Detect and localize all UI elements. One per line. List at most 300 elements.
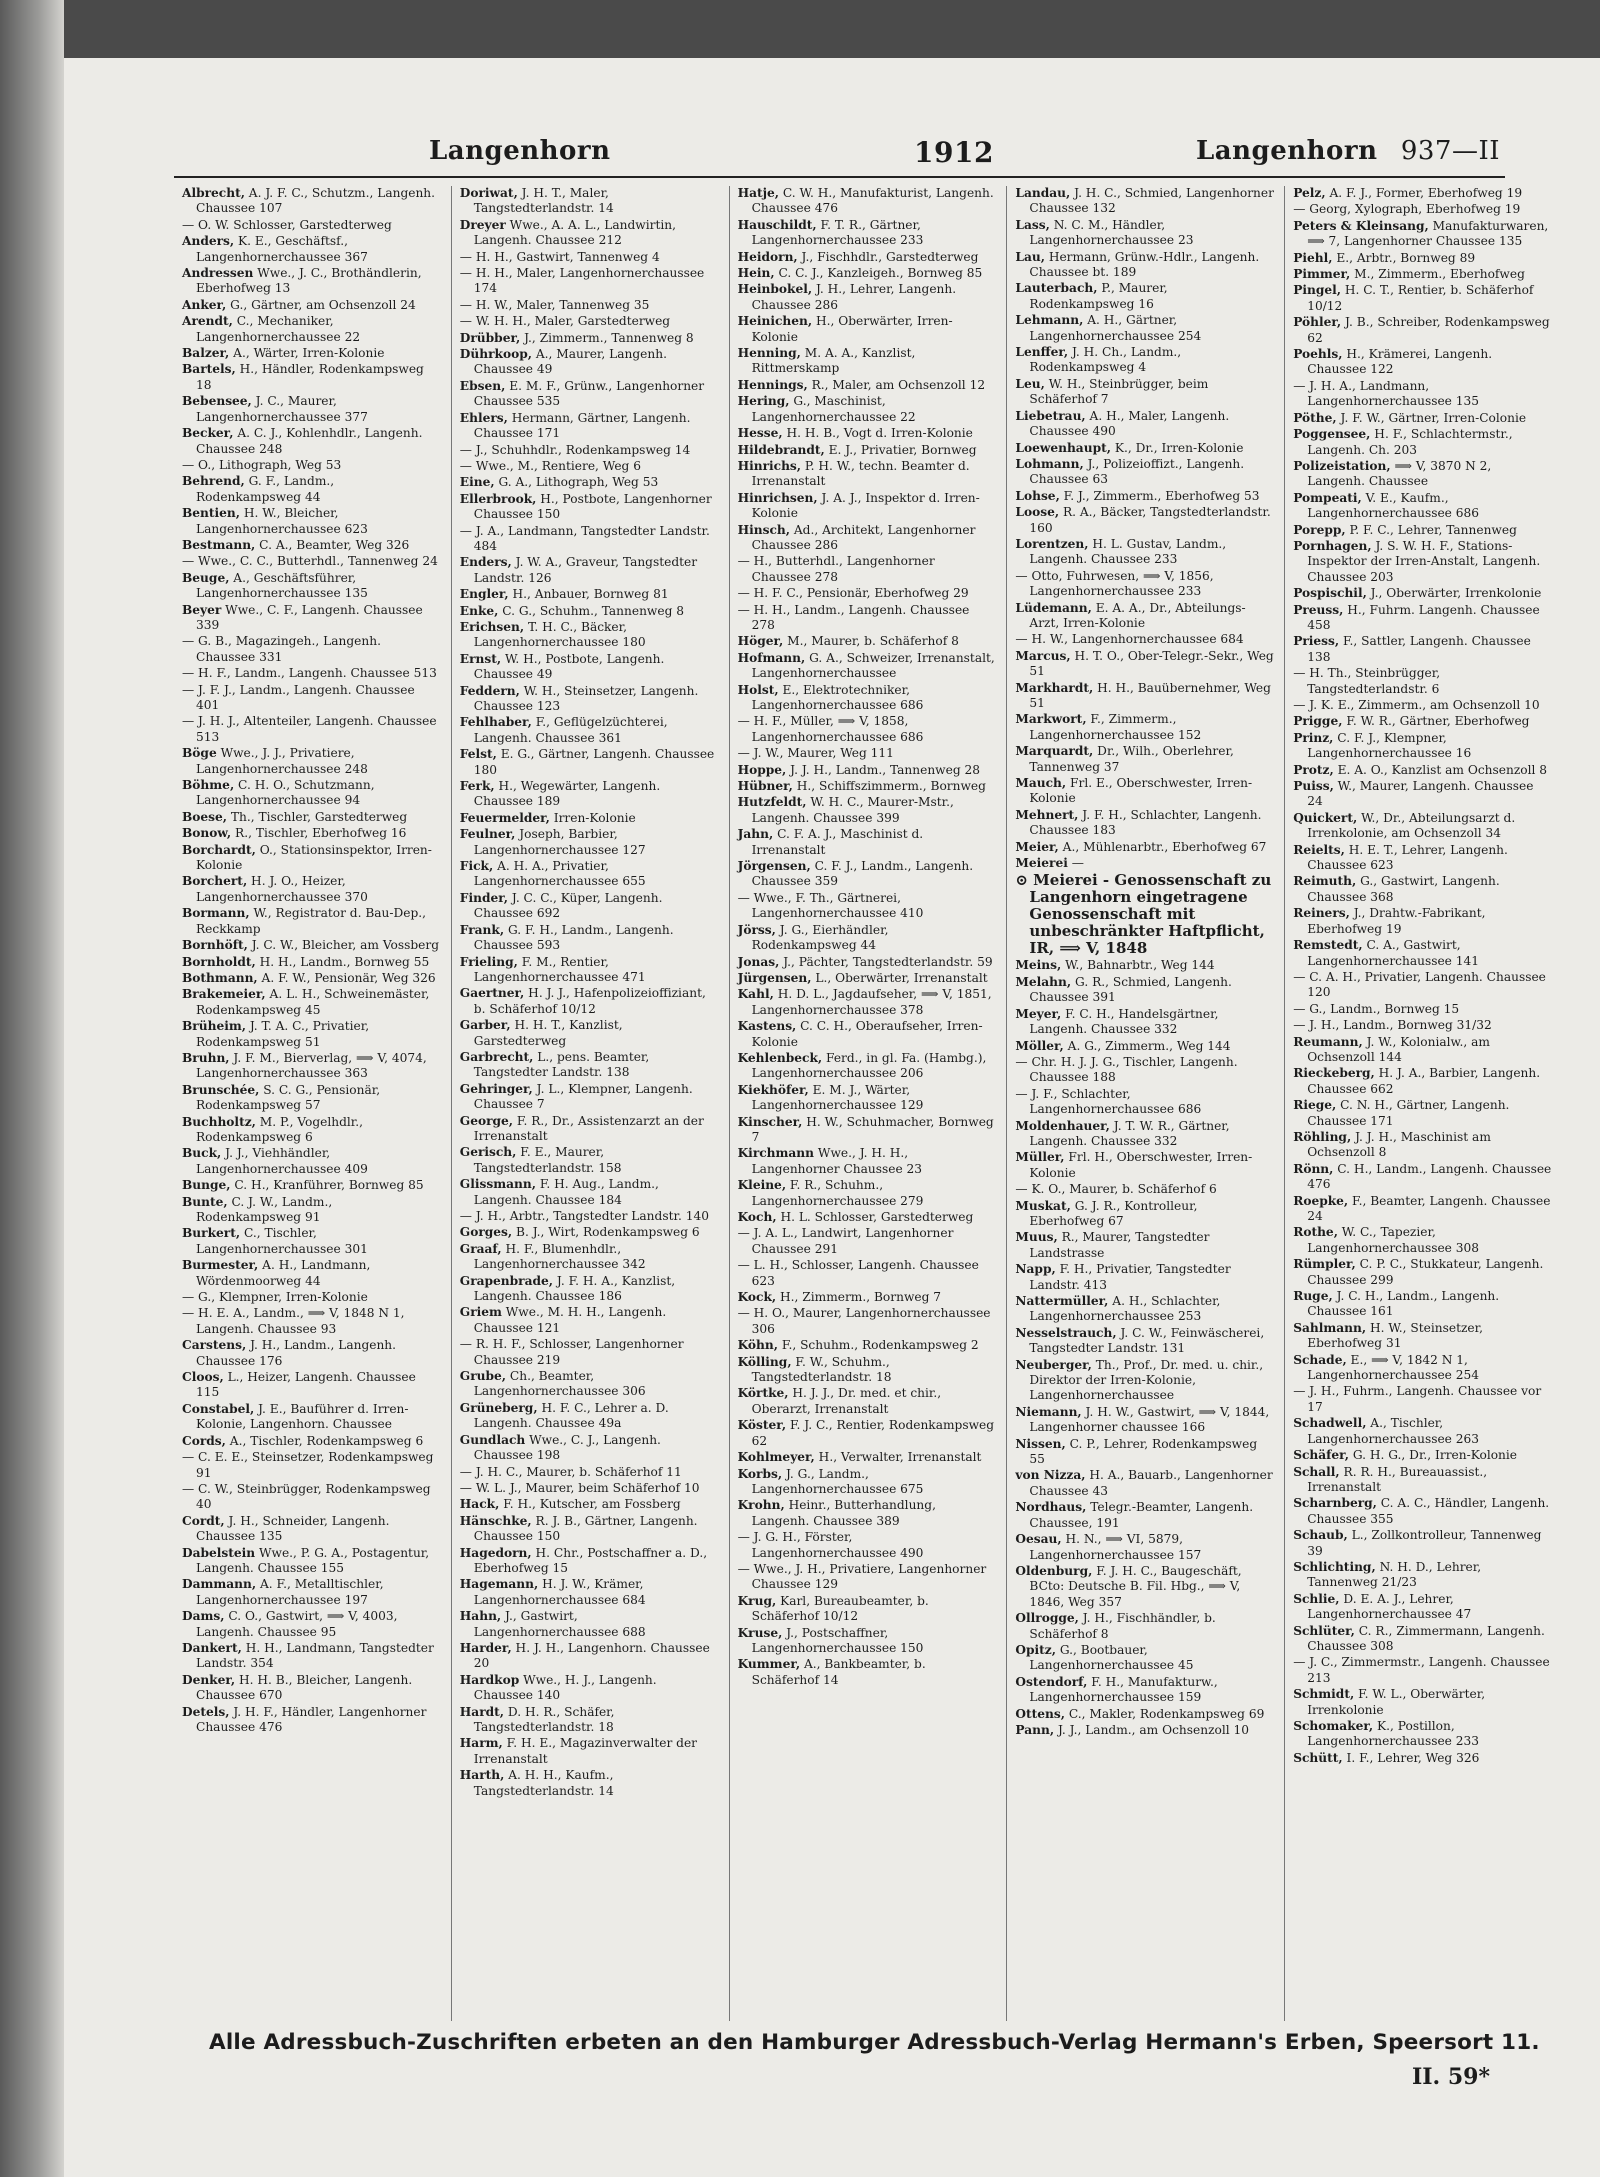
directory-entry — [1293, 731, 1552, 762]
header-year: 1912 — [914, 136, 994, 169]
entry-details: — H. Th., Steinbrügger, Tangstedterlandstr. 6 — [1293, 666, 1441, 696]
entry-surname: Nissen, — [1015, 1436, 1066, 1451]
directory-entry — [1293, 1002, 1552, 1017]
directory-entry — [738, 459, 997, 490]
entry-details: R., Tischler, Eberhofweg 16 — [231, 826, 407, 841]
entry-details: G., Bootbauer, Langenhornerchaussee 45 — [1029, 1642, 1194, 1673]
directory-entry — [1015, 649, 1274, 680]
entry-surname: Bruhn, — [182, 1050, 230, 1065]
directory-entry — [460, 347, 719, 378]
entry-details: P. H. W., techn. Beamter d. Irrenanstalt — [751, 458, 970, 489]
directory-entry — [1015, 281, 1274, 312]
entry-surname: Hoppe, — [737, 762, 787, 777]
directory-entry — [738, 491, 997, 522]
entry-details: Karl, Bureaubeamter, b. Schäferhof 10/12 — [751, 1593, 929, 1624]
entry-details: H., Zimmerm., Bornweg 7 — [776, 1290, 942, 1305]
entry-details: H., Anbauer, Bornweg 81 — [508, 587, 669, 602]
entry-details: O., Stationsinspektor, Irren-Kolonie — [196, 842, 432, 873]
entry-details: F. H., Kutscher, am Fossberg — [499, 1497, 681, 1512]
entry-details: F., Schuhm., Rodenkampsweg 2 — [778, 1338, 979, 1353]
entry-surname: Hein, — [737, 266, 775, 281]
entry-details: M., Maurer, b. Schäferhof 8 — [783, 634, 959, 649]
entry-details: Wwe., C. F., Langenh. Chaussee 339 — [196, 602, 423, 632]
entry-surname: Nattermüller, — [1015, 1294, 1109, 1308]
entry-details: H., Oberwärter, Irren-Kolonie — [751, 314, 953, 344]
entry-surname: Piehl, — [1293, 250, 1333, 265]
entry-details: — J. K. E., Zimmerm., am Ochsenzoll 10 — [1293, 698, 1540, 712]
entry-details: R., Maler, am Ochsenzoll 12 — [807, 377, 986, 392]
entry-surname: Priess, — [1293, 634, 1340, 649]
entry-details: W. C., Tapezier, Langenhornerchaussee 308 — [1307, 1225, 1480, 1255]
entry-surname: Loewenhaupt, — [1015, 440, 1111, 455]
entry-details: J. W. A., Graveur, Tangstedter Landstr. 126 — [473, 555, 698, 585]
directory-entry — [738, 763, 997, 778]
entry-details: D. E. A. J., Lehrer, Langenhornerchaussee 47 — [1307, 1591, 1472, 1622]
entry-surname: Harm, — [459, 1736, 503, 1751]
entry-details: J., Oberwärter, Irrenkolonie — [1366, 586, 1542, 601]
entry-details: J. H., Landm., Langenh. Chaussee 176 — [196, 1338, 397, 1368]
entry-surname: Prigge, — [1293, 714, 1343, 729]
directory-entry — [460, 1433, 719, 1464]
entry-details: L., pens. Beamter, Tangstedter Landstr. 138 — [473, 1049, 650, 1080]
entry-surname: Schall, — [1293, 1464, 1340, 1479]
entry-details: J. J., Landm., am Ochsenzoll 10 — [1054, 1722, 1250, 1737]
entry-surname: Engler, — [459, 587, 509, 602]
directory-entry — [182, 426, 441, 457]
directory-entry — [1015, 1199, 1274, 1230]
directory-entry — [1015, 250, 1274, 281]
entry-details: — J. C., Zimmermstr., Langenh. Chaussee 213 — [1293, 1655, 1550, 1685]
entry-surname: Markwort, — [1015, 712, 1087, 727]
directory-entry — [738, 282, 997, 313]
directory-entry — [182, 874, 441, 905]
entry-details: Frl. H., Oberschwester, Irren-Kolonie — [1029, 1150, 1253, 1180]
entry-details: — H. H., Gastwirt, Tannenweg 4 — [459, 249, 660, 264]
directory-entry — [1293, 219, 1552, 250]
entry-details: J. T. W. R., Gärtner, Langenh. Chaussee 332 — [1029, 1118, 1230, 1148]
directory-entry — [1015, 1007, 1274, 1038]
entry-details: J. C. C., Küper, Langenh. Chaussee 692 — [473, 890, 663, 921]
directory-entry — [1293, 1560, 1552, 1591]
entry-surname: Harder, — [459, 1640, 512, 1655]
entry-details: C. H. O., Schutzmann, Langenhornerchaussee 94 — [196, 778, 375, 808]
entry-details: W. H., Steinbrügger, beim Schäferhof 7 — [1029, 376, 1209, 407]
entry-surname: Reumann, — [1293, 1034, 1363, 1049]
entry-details: C. C. J., Kanzleigeh., Bornweg 85 — [774, 266, 983, 281]
directory-entry — [1015, 856, 1274, 871]
entry-surname: Loose, — [1015, 505, 1060, 520]
entry-details: J., Drahtw.-Fabrikant, Eberhofweg 19 — [1307, 906, 1486, 936]
entry-details: A. F., Metalltischler, Langenhornerchaussee 197 — [196, 1577, 384, 1607]
entry-details: — Wwe., J. H., Privatiere, Langenhorner Chaussee 129 — [737, 1561, 987, 1592]
entry-details: J. H., Lehrer, Langenh. Chaussee 286 — [751, 282, 957, 312]
entry-details: H. H. T., Kanzlist, Garstedterweg — [473, 1018, 623, 1048]
entry-details: IR, ⟹ V, 1848 — [1029, 939, 1148, 958]
entry-details: L., Oberwärter, Irrenanstalt — [811, 970, 988, 985]
entry-surname: Lauterbach, — [1015, 281, 1098, 296]
entry-surname: Kahl, — [737, 987, 774, 1002]
directory-entry — [1293, 843, 1552, 874]
entry-surname: Hennings, — [737, 377, 808, 392]
directory-entry — [738, 1178, 997, 1209]
entry-details: G., Gärtner, am Ochsenzoll 24 — [226, 297, 416, 312]
directory-entry — [182, 362, 441, 393]
directory-entry — [1293, 666, 1552, 697]
entry-surname: Pompeati, — [1293, 490, 1362, 505]
entry-details: N. H. D., Lehrer, Tannenweg 21/23 — [1307, 1559, 1482, 1590]
entry-details: H., Krämerei, Langenh. Chaussee 122 — [1307, 347, 1493, 377]
directory-entry — [1293, 874, 1552, 905]
entry-surname: Buck, — [182, 1146, 222, 1161]
directory-entry — [1015, 345, 1274, 376]
entry-surname: Liebetrau, — [1015, 408, 1086, 423]
entry-surname: Lüdemann, — [1015, 600, 1092, 615]
entry-details: F. H., Privatier, Tangstedter Landstr. 413 — [1029, 1262, 1231, 1292]
entry-details: H. Chr., Postschaffner a. D., Eberhofweg 15 — [473, 1545, 708, 1575]
entry-surname: Schmidt, — [1293, 1687, 1355, 1702]
entry-details: A., Tischler, Langenhornerchaussee 263 — [1307, 1416, 1480, 1446]
entry-surname: Fick, — [459, 859, 494, 874]
directory-entry — [182, 1083, 441, 1114]
entry-surname: Marquardt, — [1015, 744, 1094, 759]
entry-surname: Dabelstein — [182, 1545, 256, 1560]
directory-entry — [1293, 1035, 1552, 1066]
entry-surname: Hack, — [459, 1497, 500, 1512]
entry-details: C. J. W., Landm., Rodenkampsweg 91 — [196, 1194, 333, 1224]
entry-details: H. D. L., Jagdaufseher, ⟹ V, 1851, Langenhornerchaussee 378 — [751, 987, 992, 1017]
directory-entry — [738, 314, 997, 345]
entry-details: J. C. W., Bleicher, am Vossberg — [247, 938, 439, 953]
directory-entry — [1015, 1500, 1274, 1531]
directory-entry — [182, 1306, 441, 1337]
entry-surname: Bunge, — [182, 1178, 231, 1193]
directory-entry — [460, 314, 719, 329]
entry-details: W., Registrator d. Bau-Dep., Reckkamp — [196, 906, 427, 936]
entry-details: J. F. H. A., Kanzlist, Langenh. Chaussee 186 — [473, 1273, 676, 1304]
directory-entry — [1293, 763, 1552, 778]
entry-surname: Hübner, — [737, 779, 793, 794]
entry-surname: Ernst, — [459, 651, 502, 666]
entry-details: H. W., Schuhmacher, Bornweg 7 — [751, 1114, 994, 1144]
directory-entry — [1015, 409, 1274, 440]
entry-details: C. N. H., Gärtner, Langenh. Chaussee 171 — [1307, 1098, 1510, 1128]
entry-surname: Lau, — [1015, 249, 1045, 264]
entry-surname: Rönn, — [1293, 1161, 1334, 1176]
directory-entry — [182, 603, 441, 634]
entry-details: W., Bahnarbtr., Weg 144 — [1061, 958, 1215, 973]
entry-surname: Kinscher, — [737, 1114, 803, 1129]
directory-entry — [182, 1146, 441, 1177]
entry-details: — Otto, Fuhrwesen, ⟹ V, 1856, Langenhornerchaussee 233 — [1015, 568, 1214, 599]
entry-surname: Höger, — [737, 634, 784, 649]
entry-details: E. M. J., Wärter, Langenhornerchaussee 129 — [751, 1082, 924, 1113]
entry-surname: Scharnberg, — [1293, 1496, 1377, 1511]
entry-details: Heinr., Butterhandlung, Langenh. Chaussee 389 — [751, 1498, 936, 1528]
directory-entry — [1015, 1564, 1274, 1610]
directory-entry — [460, 298, 719, 313]
entry-surname: Ebsen, — [459, 378, 506, 393]
directory-entry — [1015, 975, 1274, 1006]
entry-details: J. B., Schreiber, Rodenkampsweg 62 — [1307, 315, 1550, 345]
directory-entry — [182, 1051, 441, 1082]
entry-surname: Meier, — [1015, 839, 1059, 854]
directory-entry — [1293, 698, 1552, 713]
entry-details: C. P., Lehrer, Rodenkampsweg 55 — [1029, 1436, 1258, 1467]
entry-details: — R. H. F., Schlosser, Langenhorner Chaussee 219 — [459, 1337, 684, 1367]
header-rule — [174, 176, 1505, 178]
entry-surname: Bothmann, — [182, 970, 258, 985]
entry-details: A. H., Maler, Langenh. Chaussee 490 — [1029, 408, 1230, 439]
directory-entry — [1015, 632, 1274, 647]
directory-entry — [460, 1145, 719, 1176]
entry-surname: Köster, — [737, 1418, 787, 1433]
entry-details: H. H., Landmann, Tangstedter Landstr. 354 — [196, 1640, 434, 1671]
entry-details: B. J., Wirt, Rodenkampsweg 6 — [512, 1225, 700, 1240]
entry-details: C., Makler, Rodenkampsweg 69 — [1065, 1706, 1265, 1721]
entry-details: J. H. W., Gastwirt, ⟹ V, 1844, Langenhorner chaussee 166 — [1029, 1404, 1270, 1435]
directory-entry — [460, 715, 719, 746]
entry-details: G., Maschinist, Langenhornerchaussee 22 — [751, 394, 916, 424]
directory-entry — [460, 218, 719, 249]
entry-details: H. H., Bauübernehmer, Weg 51 — [1029, 680, 1271, 710]
directory-entry — [460, 986, 719, 1017]
directory-entry — [1015, 457, 1274, 488]
entry-details: — J. H., Landm., Bornweg 31/32 — [1293, 1018, 1492, 1033]
entry-surname: Lenffer, — [1015, 345, 1069, 360]
entry-surname: Prinz, — [1293, 730, 1334, 745]
entry-surname: Beuge, — [182, 570, 230, 585]
directory-entry — [1015, 377, 1274, 408]
entry-surname: Drübber, — [459, 330, 521, 345]
entry-surname: Böhme, — [182, 778, 235, 793]
entry-details: C. H., Landm., Langenh. Chaussee 476 — [1307, 1161, 1552, 1192]
entry-surname: Henning, — [737, 346, 801, 361]
directory-entry — [1015, 808, 1274, 839]
directory-entry — [1293, 1496, 1552, 1527]
directory-entry — [460, 955, 719, 986]
entry-details: Telegr.-Beamter, Langenh. Chaussee, 191 — [1029, 1500, 1254, 1530]
entry-details: — O. W. Schlosser, Garstedterweg — [182, 217, 392, 232]
entry-details: J., Postschaffner, Langenhornerchaussee 150 — [751, 1625, 924, 1655]
directory-entry — [182, 394, 441, 425]
entry-surname: Frank, — [459, 922, 505, 937]
entry-surname: Korbs, — [737, 1466, 783, 1481]
entry-details: Wwe., J. J., Privatiere, Langenhornerchaussee 248 — [196, 746, 368, 776]
entry-details: — J. F., Schlachter, Langenhornerchaussee 686 — [1015, 1086, 1202, 1117]
entry-surname: Markhardt, — [1015, 680, 1094, 695]
entry-surname: Bornhöft, — [182, 938, 248, 953]
entry-details: A., Geschäftsführer, Langenhornerchaussee 135 — [196, 570, 368, 601]
entry-surname: Rieckeberg, — [1293, 1066, 1375, 1081]
directory-column-1 — [174, 186, 451, 2021]
entry-details: J. S. W. H. F., Stations-Inspektor der Irren-Anstalt, Langenh. Chaussee 203 — [1307, 538, 1541, 584]
entry-surname: Schütt, — [1293, 1750, 1343, 1765]
directory-entry — [460, 1673, 719, 1704]
entry-surname: Heinbokel, — [737, 282, 813, 297]
entry-details: — H. E. A., Landm., ⟹ V, 1848 N 1, Langenh. Chaussee 93 — [182, 1306, 405, 1336]
entry-details: A., Bankbeamter, b. Schäferhof 14 — [751, 1657, 926, 1687]
entry-details: M. A. A., Kanzlist, Rittmerskamp — [751, 346, 916, 376]
entry-surname: Heidorn, — [737, 249, 798, 264]
directory-entry — [1293, 491, 1552, 522]
entry-surname: Koch, — [737, 1210, 777, 1224]
entry-details: J. J. H., Maschinist am Ochsenzoll 8 — [1307, 1129, 1491, 1160]
entry-details: C. G., Schuhm., Tannenweg 8 — [498, 603, 685, 618]
entry-surname: Hering, — [737, 394, 790, 409]
entry-details: C., Tischler, Langenhornerchaussee 301 — [196, 1226, 368, 1256]
entry-details: H. W., Bleicher, Langenhornerchaussee 623 — [196, 506, 368, 536]
entry-details: — C. A. H., Privatier, Langenh. Chaussee 120 — [1293, 969, 1546, 1000]
entry-surname: Kummer, — [737, 1657, 801, 1672]
entry-details: C. W. H., Manufakturist, Langenh. Chaussee 476 — [751, 186, 994, 216]
entry-details: R., Maurer, Tangstedter Landstrasse — [1029, 1230, 1210, 1260]
directory-entry — [182, 1546, 441, 1577]
entry-surname: Remstedt, — [1293, 938, 1363, 953]
entry-details: J. W., Kolonialw., am Ochsenzoll 144 — [1307, 1034, 1490, 1064]
sheet-signature: II. 59* — [1411, 2064, 1490, 2090]
directory-entry — [1293, 251, 1552, 266]
entry-surname: Ehlers, — [459, 410, 508, 425]
directory-entry — [182, 1338, 441, 1369]
entry-surname: Pospischil, — [1293, 586, 1367, 601]
entry-surname: Schaub, — [1293, 1528, 1348, 1543]
directory-entry — [460, 1768, 719, 1799]
entry-details: J. A. J., Inspektor d. Irren-Kolonie — [751, 490, 980, 521]
directory-entry — [738, 651, 997, 682]
directory-entry — [1015, 1405, 1274, 1436]
entry-details: H. E. T., Lehrer, Langenh. Chaussee 623 — [1307, 842, 1508, 873]
entry-details: Frl. E., Oberschwester, Irren-Kolonie — [1029, 776, 1253, 806]
entry-details: C. F. J., Landm., Langenh. Chaussee 359 — [751, 859, 974, 889]
entry-surname: Garber, — [459, 1018, 511, 1033]
entry-surname: Meyer, — [1015, 1006, 1062, 1021]
entry-details: — J., Schuhhdlr., Rodenkampsweg 14 — [459, 442, 691, 457]
entry-details: J. F. H., Schlachter, Langenh. Chaussee 183 — [1029, 807, 1262, 838]
entry-surname: Bebensee, — [182, 394, 252, 409]
entry-details: — G., Landm., Bornweg 15 — [1293, 1001, 1460, 1016]
entry-surname: Bonow, — [182, 826, 232, 841]
directory-entry — [738, 795, 997, 826]
entry-surname: Jahn, — [737, 827, 774, 842]
directory-entry — [182, 1290, 441, 1305]
entry-details: S. C. G., Pensionär, Rodenkampsweg 57 — [196, 1082, 381, 1113]
directory-entry — [738, 1355, 997, 1386]
entry-surname: Hahn, — [459, 1609, 502, 1624]
entry-details: H., Verwalter, Irrenanstalt — [814, 1450, 982, 1465]
directory-column-2 — [451, 186, 729, 2021]
directory-entry — [460, 1497, 719, 1512]
directory-entry — [1293, 347, 1552, 378]
entry-details: F., Zimmerm., Langenhornerchaussee 152 — [1029, 712, 1202, 742]
entry-surname: Roepke, — [1293, 1193, 1349, 1208]
directory-entry — [460, 411, 719, 442]
entry-surname: Borchardt, — [182, 842, 256, 857]
entry-surname: Hagedorn, — [459, 1545, 532, 1560]
directory-entry — [1293, 1416, 1552, 1447]
entry-details: H. L. Schlosser, Garstedterweg — [776, 1210, 974, 1224]
entry-surname: Meierei — [1015, 856, 1068, 871]
directory-entry — [1293, 283, 1552, 314]
directory-entry — [460, 186, 719, 217]
entry-details: A. L. H., Schweinemäster, Rodenkampsweg 45 — [196, 987, 430, 1017]
entry-details: Th., Tischler, Garstedterweg — [227, 809, 408, 824]
directory-entry — [182, 714, 441, 745]
entry-details: H. H. B., Vogt d. Irren-Kolonie — [782, 426, 973, 441]
entry-details: K., Postillon, Langenhornerchaussee 233 — [1307, 1719, 1480, 1749]
entry-details: — H. W., Langenhornerchaussee 684 — [1015, 632, 1244, 647]
entry-surname: Bormann, — [182, 906, 250, 921]
entry-details: — J. G. H., Förster, Langenhornerchaussee 490 — [737, 1530, 924, 1560]
entry-surname: Kölling, — [737, 1354, 792, 1369]
directory-entry — [1015, 1723, 1274, 1738]
directory-entry — [182, 666, 441, 681]
entry-details: K., Dr., Irren-Kolonie — [1110, 440, 1244, 455]
entry-surname: Hardt, — [459, 1704, 505, 1719]
directory-entry — [460, 1225, 719, 1240]
directory-entry — [738, 218, 997, 249]
directory-entry — [1293, 267, 1552, 282]
directory-entry — [1015, 958, 1274, 973]
entry-surname: Finder, — [459, 890, 508, 905]
entry-surname: Dankert, — [182, 1640, 242, 1655]
directory-entry — [460, 891, 719, 922]
entry-details: J. T. A. C., Privatier, Rodenkampsweg 51 — [196, 1019, 370, 1049]
directory-entry — [182, 266, 441, 297]
directory-entry — [1293, 634, 1552, 665]
entry-details: J., Gastwirt, Langenhornerchaussee 688 — [473, 1609, 646, 1639]
entry-details: J. J. H., Landm., Tannenweg 28 — [786, 762, 981, 777]
entry-details: H. H., Landm., Bornweg 55 — [255, 954, 430, 969]
entry-details: F. M., Rentier, Langenhornerchaussee 471 — [473, 954, 646, 984]
entry-surname: Pöthe, — [1293, 410, 1337, 425]
directory-entry — [1293, 1448, 1552, 1463]
entry-surname: Napp, — [1015, 1262, 1056, 1277]
entry-details: J. F. M., Bierverlag, ⟹ V, 4074, Langenhornerchaussee 363 — [196, 1050, 427, 1081]
entry-details: — Georg, Xylograph, Eberhofweg 19 — [1293, 202, 1521, 217]
directory-entry — [738, 746, 997, 761]
directory-entry — [182, 1673, 441, 1704]
entry-details: Irren-Kolonie — [549, 810, 636, 825]
entry-details: F. W. R., Gärtner, Eberhofweg — [1342, 714, 1530, 729]
entry-surname: Hagemann, — [459, 1577, 539, 1592]
entry-details: J. C., Maurer, Langenhornerchaussee 377 — [196, 394, 368, 424]
entry-details: — J. A. L., Landwirt, Langenhorner Chaussee 291 — [737, 1226, 954, 1256]
entry-details: F. J. C., Rentier, Rodenkampsweg 62 — [751, 1418, 995, 1448]
entry-surname: Niemann, — [1015, 1404, 1082, 1419]
entry-details: C. C. H., Oberaufseher, Irren-Kolonie — [751, 1019, 983, 1049]
directory-entry — [182, 683, 441, 714]
directory-entry — [1293, 315, 1552, 346]
entry-surname: Nesselstrauch, — [1015, 1325, 1117, 1340]
entry-details: F., Sattler, Langenh. Chaussee 138 — [1307, 634, 1531, 664]
entry-surname: Brunschée, — [182, 1082, 260, 1097]
entry-details: G. A., Lithograph, Weg 53 — [494, 475, 659, 490]
directory-entry — [738, 394, 997, 425]
directory-entry — [460, 1177, 719, 1208]
directory-entry — [1015, 744, 1274, 775]
entry-surname: Moldenhauer, — [1015, 1118, 1110, 1133]
entry-surname: Hinrichsen, — [737, 490, 818, 505]
entry-surname: Hinrichs, — [737, 458, 802, 473]
entry-details: ⟹ V, 3870 N 2, Langenh. Chaussee — [1307, 458, 1492, 489]
entry-surname: Jürgensen, — [737, 970, 812, 985]
entry-details: W., Maurer, Langenh. Chaussee 24 — [1307, 779, 1534, 809]
header-locality-right: Langenhorn — [1196, 136, 1378, 166]
directory-entry — [460, 492, 719, 523]
entry-details: F. H. Aug., Landm., Langenh. Chaussee 184 — [473, 1177, 659, 1207]
entry-details: — J. W., Maurer, Weg 111 — [737, 746, 894, 761]
entry-details: Ferd., in gl. Fa. (Hambg.), Langenhornerchaussee 206 — [751, 1050, 987, 1081]
